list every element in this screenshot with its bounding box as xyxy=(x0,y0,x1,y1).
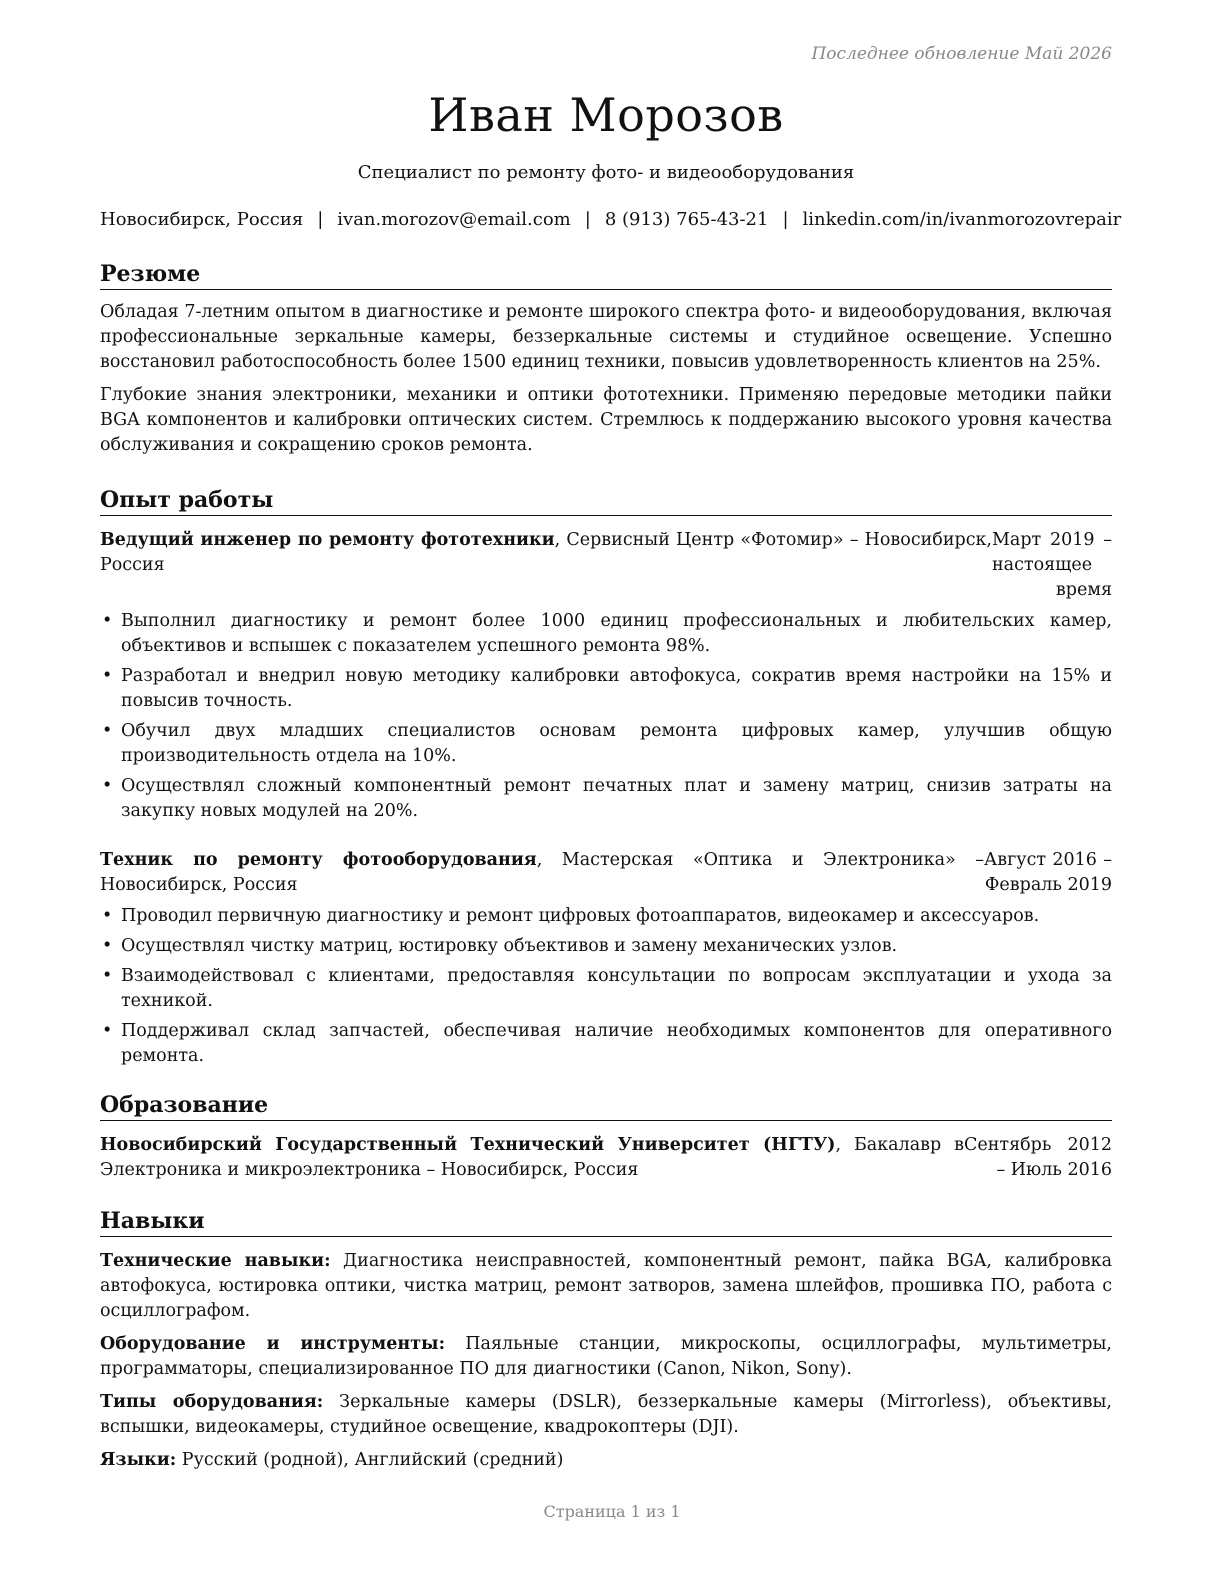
list-item xyxy=(100,609,1112,659)
list-item xyxy=(100,964,1112,1014)
job-dates: Август 2016 – Февраль 2019 xyxy=(984,850,1112,895)
skills-heading: Навыки xyxy=(100,1207,1112,1237)
skill-row xyxy=(100,1390,1112,1440)
job-entry xyxy=(100,848,1112,1069)
bullet-text: Поддерживал склад запчастей, обеспечивая наличие необходимых компонентов для оперативного ремонта. xyxy=(121,1021,1112,1066)
contact-email[interactable]: ivan.morozov@email.com xyxy=(337,209,571,230)
bullet-icon: • xyxy=(102,906,113,926)
job-header xyxy=(100,848,1112,898)
school-name: Новосибирский Государственный Технический Университет (НГТУ) xyxy=(100,1135,836,1155)
bullet-icon: • xyxy=(102,721,113,741)
summary-section xyxy=(100,260,1112,458)
candidate-name: Иван Морозов xyxy=(428,88,784,142)
bullet-text: Выполнил диагностику и ремонт более 1000 единиц профессиональных и любительских камер, объективов и вспышек с показателем успешного ремонта 98%. xyxy=(121,611,1112,656)
skill-label: Языки: xyxy=(100,1450,177,1470)
job-role: Ведущий инженер по ремонту фототехники xyxy=(100,530,555,550)
job-bullets xyxy=(100,904,1112,1069)
contact-linkedin[interactable]: linkedin.com/in/ivanmorozovrepair xyxy=(802,209,1122,230)
skill-text: Зеркальные камеры (DSLR), беззеркальные камеры (Mirrorless), объективы, вспышки, видеокамеры, студийное освещение, квадрокоптеры (DJI). xyxy=(100,1392,1112,1437)
list-item xyxy=(100,774,1112,824)
skills-section xyxy=(100,1207,1112,1473)
contact-phone[interactable]: 8 (913) 765-43-21 xyxy=(604,209,769,230)
bullet-text: Разработал и внедрил новую методику калибровки автофокуса, сократив время настройки на 15% и повысив точность. xyxy=(121,666,1112,711)
bullet-text: Осуществлял сложный компонентный ремонт печатных плат и замену матриц, снизив затраты на закупку новых модулей на 20%. xyxy=(121,776,1112,821)
education-dates: Сентябрь 2012 – Июль 2016 xyxy=(964,1135,1112,1180)
skill-row xyxy=(100,1332,1112,1382)
list-item xyxy=(100,934,1112,959)
candidate-title: Специалист по ремонту фото- и видеооборудования xyxy=(357,162,855,183)
job-role: Техник по ремонту фотооборудования xyxy=(100,850,537,870)
education-line xyxy=(100,1133,964,1183)
resume-page xyxy=(100,0,1122,1473)
summary-paragraph: Обладая 7-летним опытом в диагностике и ремонте широкого спектра фото- и видеооборудования, включая профессиональные зеркальные камеры, беззеркальные системы и студийное освещение. Успешно восстановил работоспособность более 1500 единиц техники, повысив удовлетворенность клиентов на 25%. xyxy=(100,302,1112,372)
education-heading: Образование xyxy=(100,1091,1112,1121)
job-title-line xyxy=(100,528,992,578)
list-item xyxy=(100,664,1112,714)
degree: , Бакалавр в Электроника и микроэлектроника – Новосибирск, Россия xyxy=(100,1135,965,1180)
bullet-icon: • xyxy=(102,936,113,956)
job-title-line xyxy=(100,848,984,898)
experience-heading: Опыт работы xyxy=(100,486,1112,516)
skill-label: Технические навыки: xyxy=(100,1251,331,1271)
bullet-text: Обучил двух младших специалистов основам ремонта цифровых камер, улучшив общую производительность отдела на 10%. xyxy=(121,721,1112,766)
job-bullets xyxy=(100,609,1112,824)
summary-heading: Резюме xyxy=(100,260,1112,290)
last-updated: Последнее обновление Май 2026 xyxy=(811,44,1112,64)
job-dates: Март 2019 – настоящее время xyxy=(992,530,1112,600)
bullet-icon: • xyxy=(102,611,113,631)
skill-label: Типы оборудования: xyxy=(100,1392,324,1412)
skill-row xyxy=(100,1448,1112,1473)
contact-location: Новосибирск, Россия xyxy=(100,209,304,230)
bullet-icon: • xyxy=(102,776,113,796)
bullet-text: Взаимодействовал с клиентами, предоставляя консультации по вопросам эксплуатации и ухода за техникой. xyxy=(121,966,1112,1011)
page-number: Страница 1 из 1 xyxy=(543,1502,681,1521)
list-item xyxy=(100,904,1112,929)
job-header xyxy=(100,528,1112,603)
bullet-icon: • xyxy=(102,666,113,686)
bullet-text: Осуществлял чистку матриц, юстировку объективов и замену механических узлов. xyxy=(121,936,898,956)
job-org: , Мастерская «Оптика и Электроника» – Новосибирск, Россия xyxy=(100,850,984,895)
job-entry xyxy=(100,528,1112,824)
contact-line xyxy=(100,209,1122,230)
contact-separator: | xyxy=(782,209,789,230)
contact-separator: | xyxy=(317,209,324,230)
bullet-icon: • xyxy=(102,966,113,986)
education-header xyxy=(100,1133,1112,1183)
skill-row xyxy=(100,1249,1112,1324)
list-item xyxy=(100,1019,1112,1069)
bullet-text: Проводил первичную диагностику и ремонт цифровых фотоаппаратов, видеокамер и аксессуаров. xyxy=(121,906,1040,926)
education-section xyxy=(100,1091,1112,1183)
education-entry xyxy=(100,1133,1112,1183)
skill-text: Паяльные станции, микроскопы, осциллографы, мультиметры, программаторы, специализированное ПО для диагностики (Canon, Nikon, Sony). xyxy=(100,1334,1112,1379)
bullet-icon: • xyxy=(102,1021,113,1041)
summary-paragraph: Глубокие знания электроники, механики и оптики фототехники. Применяю передовые методики пайки BGA компонентов и калибровки оптических систем. Стремлюсь к поддержанию высокого уровня качества обслуживания и сокращению сроков ремонта. xyxy=(100,385,1112,455)
skill-text: Русский (родной), Английский (средний) xyxy=(176,1450,564,1470)
job-org: , Сервисный Центр «Фотомир» – Новосибирск, Россия xyxy=(100,530,992,575)
list-item xyxy=(100,719,1112,769)
skill-label: Оборудование и инструменты: xyxy=(100,1334,446,1354)
experience-section xyxy=(100,486,1112,1069)
contact-separator: | xyxy=(584,209,591,230)
skill-text: Диагностика неисправностей, компонентный ремонт, пайка BGA, калибровка автофокуса, юстировка оптики, чистка матриц, ремонт затворов, замена шлейфов, прошивка ПО, работа с осциллографом. xyxy=(100,1251,1113,1321)
